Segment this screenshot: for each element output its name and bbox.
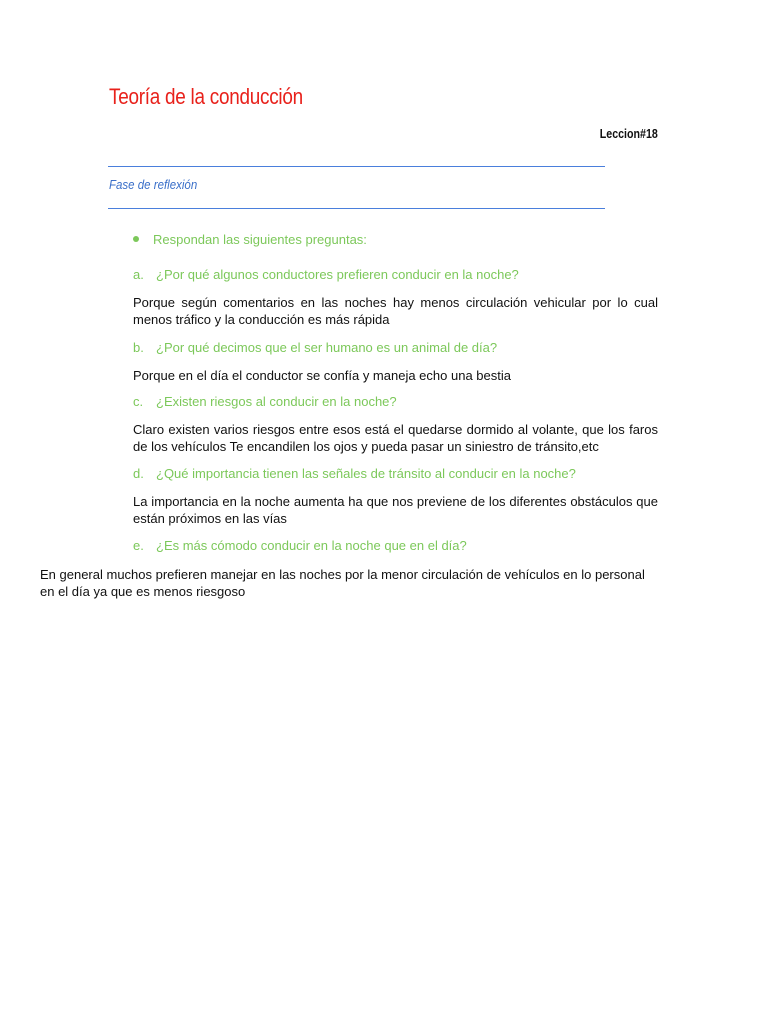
question-text: ¿Existen riesgos al conducir en la noche? [156,394,397,409]
question-text: ¿Es más cómodo conducir en la noche que en el día? [156,538,467,553]
answer-d: La importancia en la noche aumenta ha que nos previene de los diferentes obstáculos que están próximos en las vías [133,494,658,526]
question-text: ¿Qué importancia tienen las señales de tránsito al conducir en la noche? [156,466,576,481]
answer-a: Porque según comentarios en las noches hay menos circulación vehicular por lo cual menos tráfico y la conducción es más rápida [133,295,658,327]
question-text: ¿Por qué algunos conductores prefieren conducir en la noche? [156,267,519,282]
intro-bullet-item [133,232,367,247]
answer-e: En general muchos prefieren manejar en las noches por la menor circulación de vehículos en lo personal en el día ya que es menos riesgoso [40,567,645,599]
question-a [133,267,519,282]
lesson-number: Leccion#18 [599,126,658,141]
question-d [133,466,576,481]
question-marker: b. [133,340,144,355]
question-e [133,538,467,553]
section-divider-top [108,166,605,167]
question-b [133,340,497,355]
answer-b: Porque en el día el conductor se confía y maneja echo una bestia [133,368,511,383]
bullet-icon [133,236,139,242]
question-c [133,394,397,409]
question-text: ¿Por qué decimos que el ser humano es un animal de día? [156,340,498,355]
answer-c: Claro existen varios riesgos entre esos está el quedarse dormido al volante, que los faros de los vehículos Te encandilen los ojos y pueda pasar un siniestro de tránsito,etc [133,422,658,454]
document-title: Teoría de la conducción [109,84,303,109]
question-marker: a. [133,267,144,282]
section-phase-label: Fase de reflexión [109,178,198,192]
question-marker: d. [133,466,144,481]
intro-text: Respondan las siguientes preguntas: [153,232,367,247]
question-marker: c. [133,394,144,409]
question-marker: e. [133,538,144,553]
section-divider-bottom [108,208,605,209]
